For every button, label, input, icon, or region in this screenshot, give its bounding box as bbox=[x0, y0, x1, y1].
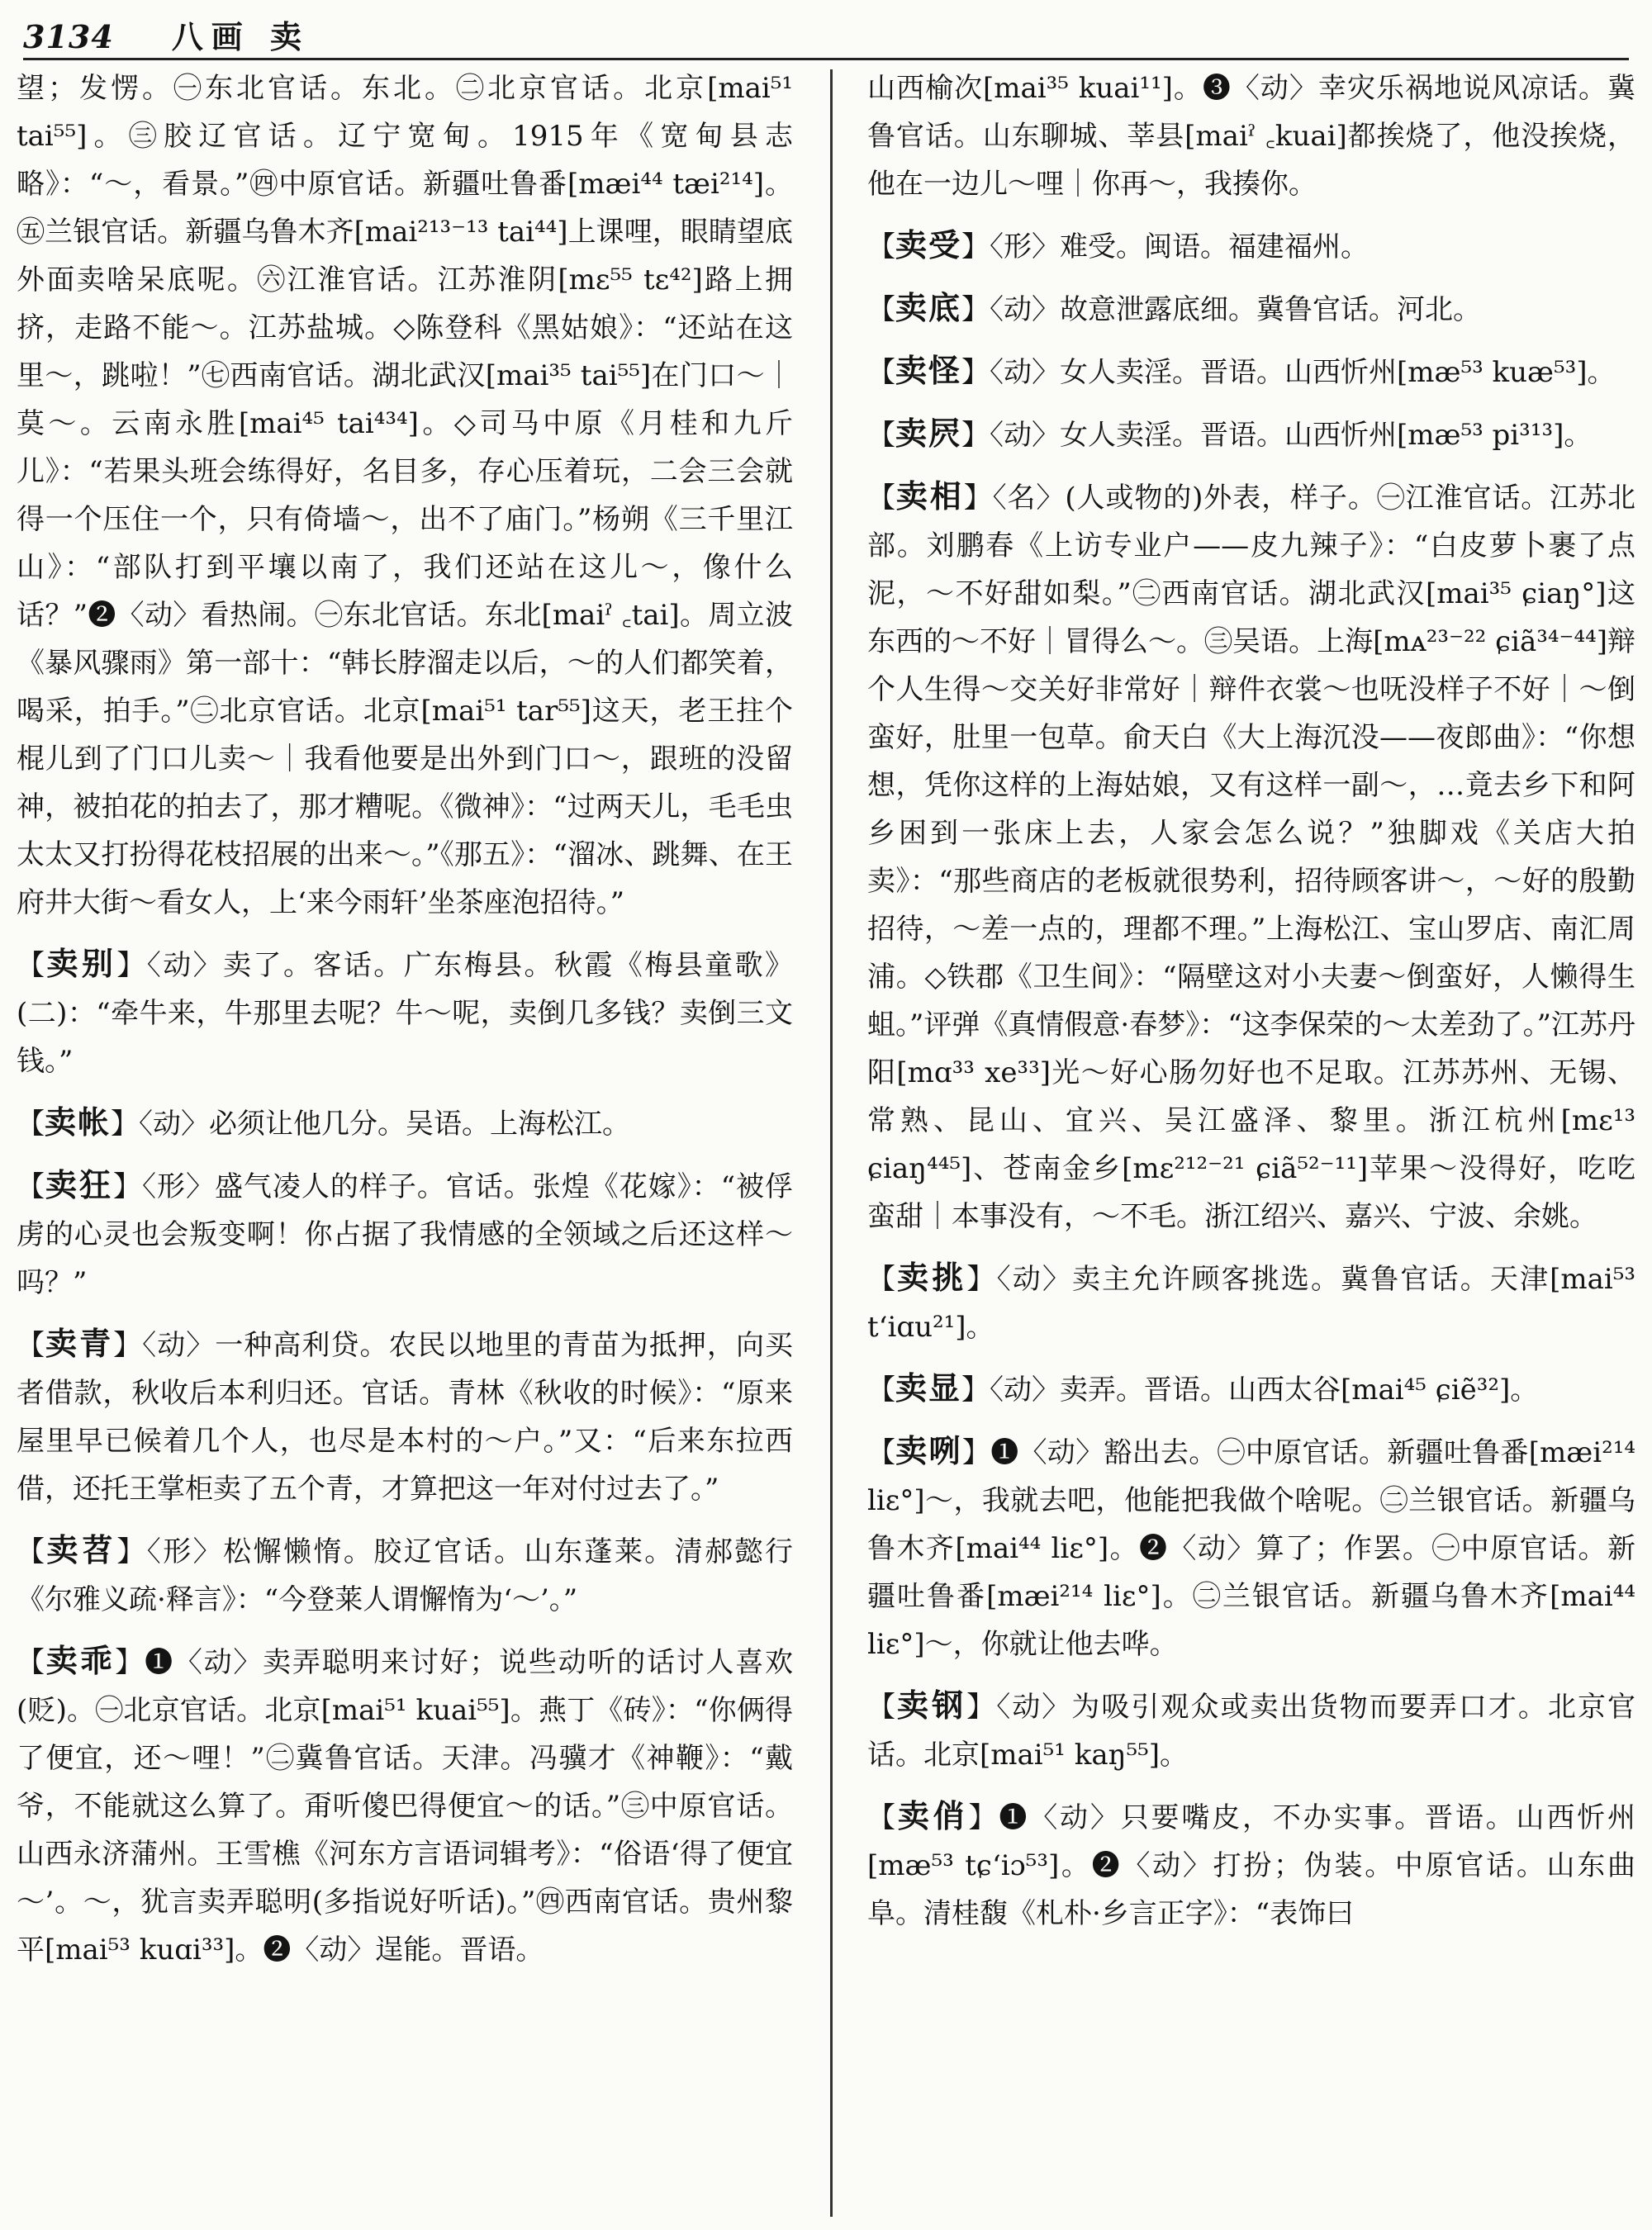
entry-definition: 〈动〉卖弄。晋语。山西太谷[mai⁴⁵ ɕiẽ³²]。 bbox=[990, 1374, 1539, 1407]
column-divider bbox=[830, 69, 833, 2217]
entry-definition: 〈动〉卖主允许顾客挑选。冀鲁官话。天津[mai⁵³ t‘iɑu²¹]。 bbox=[867, 1263, 1635, 1344]
entry-headword: 卖底 bbox=[895, 289, 962, 326]
entry-headword: 卖青 bbox=[45, 1325, 114, 1362]
entry-continuation: 山西榆次[mai³⁵ kuai¹¹]。❸〈动〉幸灾乐祸地说风凉话。冀鲁官话。山东聊城、莘县[maiˀ ꜀kuai]都挨烧了，他没挨烧，他在一边儿～哩｜你再～，我揍你。 bbox=[867, 72, 1635, 201]
dictionary-entry: 【卖受】〈形〉难受。闽语。福建福州。 bbox=[867, 226, 1370, 263]
dictionary-entry: 【卖屄】〈动〉女人卖淫。晋语。山西忻州[mæ⁵³ pi³¹³]。 bbox=[867, 415, 1593, 452]
dictionary-entry: 【卖俏】❶〈动〉只要嘴皮，不办实事。晋语。山西忻州[mæ⁵³ tɕ‘iɔ⁵³]。❷〈动〉打扮；伪装。中原官话。山东曲阜。清桂馥《札朴·乡言正字》：“表饰曰 bbox=[867, 1797, 1635, 1930]
dictionary-entry: 【卖帐】〈动〉必须让他几分。吴语。上海松江。 bbox=[17, 1103, 631, 1141]
entry-headword: 卖帐 bbox=[45, 1103, 112, 1141]
entry-continuation: 望；发愣。㊀东北官话。东北。㊁北京官话。北京[mai⁵¹ tai⁵⁵]。㊂胶辽官话。辽宁宽甸。1915年《宽甸县志略》：“～，看景。”㊃中原官话。新疆吐鲁番[mæi⁴⁴ tæi²¹⁴]。㊄兰银官话。新疆乌鲁木齐[mai²¹³⁻¹³ tai⁴⁴]上课哩，眼睛望底外面卖啥呆底呢。㊅江淮官话。江苏淮阴[mɛ⁵⁵ tɛ⁴²]路上拥挤，走路不能～。江苏盐城。◇陈登科《黑姑娘》：“还站在这里～，跳啦！”㊆西南官话。湖北武汉[mai³⁵ tai⁵⁵]在门口～｜莫～。云南永胜[mai⁴⁵ tai⁴³⁴]。◇司马中原《月桂和九斤儿》：“若果头班会练得好，名目多，存心压着玩，二会三会就得一个压住一个，只有倚墙～，出不了庙门。”杨朔《三千里江山》：“部队打到平壤以南了，我们还站在这儿～，像什么话？”❷〈动〉看热闹。㊀东北官话。东北[maiˀ ꜀tai]。周立波《暴风骤雨》第一部十：“韩长脖溜走以后，～的人们都笑着，喝采，拍手。”㊁北京官话。北京[mai⁵¹ tar⁵⁵]这天，老王拄个棍儿到了门口儿卖～｜我看他要是出外到门口～，跟班的没留神，被拍花的拍去了，那才糟呢。《微神》：“过两天儿，毛毛虫太太又打扮得花枝招展的出来～。”《那五》：“溜冰、跳舞、在王府井大街～看女人，上‘来今雨轩’坐茶座泡招待。” bbox=[17, 72, 793, 919]
entry-definition: ❶〈动〉豁出去。㊀中原官话。新疆吐鲁番[mæi²¹⁴ liɛ°]～，我就去吧，他能把我做个啥呢。㊁兰银官话。新疆乌鲁木齐[mai⁴⁴ liɛ°]。❷〈动〉算了；作罢。㊀中原官话。新疆吐鲁番[mæi²¹⁴ liɛ°]。㊁兰银官话。新疆乌鲁木齐[mai⁴⁴ liɛ°]～，你就让他去哗。 bbox=[867, 1436, 1635, 1661]
entry-headword: 卖钢 bbox=[897, 1687, 967, 1724]
dictionary-entry: 【卖狂】〈形〉盛气凌人的样子。官话。张煌《花嫁》：“被俘虏的心灵也会叛变啊！你占据了我情感的全领域之后还这样～吗？” bbox=[17, 1166, 793, 1299]
dictionary-entry: 【卖怪】〈动〉女人卖淫。晋语。山西忻州[mæ⁵³ kuæ⁵³]。 bbox=[867, 352, 1616, 389]
entry-definition: 〈形〉难受。闽语。福建福州。 bbox=[990, 230, 1370, 263]
entry-definition: 〈动〉卖了。客话。广东梅县。秋霞《梅县童歌》(二)：“牵牛来，牛那里去呢？牛～呢，卖倒几多钱？卖倒三文钱。” bbox=[17, 949, 793, 1078]
page-header bbox=[23, 12, 1629, 60]
entry-definition: 〈动〉故意泄露底细。冀鲁官话。河北。 bbox=[990, 293, 1482, 326]
dictionary-entry: 【卖乖】❶〈动〉卖弄聪明来讨好；说些动听的话讨人喜欢(贬)。㊀北京官话。北京[mai⁵¹ kuai⁵⁵]。燕丁《砖》：“你俩得了便宜，还～哩！”㊁冀鲁官话。天津。冯骥才《神鞭》：“戴爷，不能就这么算了。甭听傻巴得便宜～的话。”㊂中原官话。山西永济蒲州。王雪樵《河东方言语词辑考》：“俗语‘得了便宜～’。～，犹言卖弄聪明(多指说好听话)。”㊃西南官话。贵州黎平[mai⁵³ kuɑi³³]。❷〈动〉逞能。晋语。 bbox=[17, 1642, 793, 1967]
left-column bbox=[17, 64, 793, 2220]
entry-headword: 卖显 bbox=[895, 1369, 962, 1407]
dictionary-entry: 【卖别】〈动〉卖了。客话。广东梅县。秋霞《梅县童歌》(二)：“牵牛来，牛那里去呢？牛～呢，卖倒几多钱？卖倒三文钱。” bbox=[17, 945, 793, 1078]
entry-headword: 卖相 bbox=[895, 477, 964, 515]
entry-definition: 〈动〉必须让他几分。吴语。上海松江。 bbox=[139, 1108, 631, 1141]
dictionary-entry: 【卖底】〈动〉故意泄露底细。冀鲁官话。河北。 bbox=[867, 289, 1482, 326]
entry-headword: 卖怪 bbox=[895, 352, 962, 389]
dictionary-entry: 【卖相】〈名〉(人或物的)外表，样子。㊀江淮官话。江苏北部。刘鹏春《上访专业户——皮九辣子》：“白皮萝卜裹了点泥，～不好甜如梨。”㊁西南官话。湖北武汉[mai³⁵ ɕiaŋ°]这东西的～不好｜冒得么～。㊂吴语。上海[mᴀ²³⁻²² ɕiã³⁴⁻⁴⁴]辩个人生得～交关好非常好｜辩件衣裳～也呒没样子不好｜～倒蛮好，肚里一包草。俞天白《大上海沉没——夜郎曲》：“你想想，凭你这样的上海姑娘，又有这样一副～，…竟去乡下和阿乡困到一张床上去，人家会怎么说？”独脚戏《关店大拍卖》：“那些商店的老板就很势利，招待顾客讲～，～好的殷勤招待，～差一点的，理都不理。”上海松江、宝山罗店、南汇周浦。◇铁郡《卫生间》：“隔壁这对小夫妻～倒蛮好，人懒得生蛆。”评弹《真情假意·春梦》：“这李保荣的～太差劲了。”江苏丹阳[mɑ³³ xe³³]光～好心肠勿好也不足取。江苏苏州、无锡、常熟、昆山、宜兴、吴江盛泽、黎里。浙江杭州[mɛ¹³ ɕiaŋ⁴⁴⁵]、苍南金乡[mɛ²¹²⁻²¹ ɕiã⁵²⁻¹¹]苹果～没得好，吃吃蛮甜｜本事没有，～不毛。浙江绍兴、嘉兴、宁波、余姚。 bbox=[867, 477, 1635, 1233]
dictionary-entry: 【卖咧】❶〈动〉豁出去。㊀中原官话。新疆吐鲁番[mæi²¹⁴ liɛ°]～，我就去吧，他能把我做个啥呢。㊁兰银官话。新疆乌鲁木齐[mai⁴⁴ liɛ°]。❷〈动〉算了；作罢。㊀中原官话。新疆吐鲁番[mæi²¹⁴ liɛ°]。㊁兰银官话。新疆乌鲁木齐[mai⁴⁴ liɛ°]～，你就让他去哗。 bbox=[867, 1432, 1635, 1661]
right-column bbox=[867, 64, 1635, 2220]
page-number: 3134 bbox=[23, 18, 114, 55]
entry-headword: 卖苕 bbox=[46, 1531, 117, 1568]
dictionary-entry: 【卖显】〈动〉卖弄。晋语。山西太谷[mai⁴⁵ ɕiẽ³²]。 bbox=[867, 1369, 1539, 1407]
entry-headword: 卖别 bbox=[46, 945, 117, 982]
entry-definition: 〈形〉盛气凌人的样子。官话。张煌《花嫁》：“被俘虏的心灵也会叛变啊！你占据了我情感的全领域之后还这样～吗？” bbox=[17, 1170, 793, 1299]
entry-definition: 〈名〉(人或物的)外表，样子。㊀江淮官话。江苏北部。刘鹏春《上访专业户——皮九辣子》：“白皮萝卜裹了点泥，～不好甜如梨。”㊁西南官话。湖北武汉[mai³⁵ ɕiaŋ°]这东西的～不好｜冒得么～。㊂吴语。上海[mᴀ²³⁻²² ɕiã³⁴⁻⁴⁴]辩个人生得～交关好非常好｜辩件衣裳～也呒没样子不好｜～倒蛮好，肚里一包草。俞天白《大上海沉没——夜郎曲》：“你想想，凭你这样的上海姑娘，又有这样一副～，…竟去乡下和阿乡困到一张床上去，人家会怎么说？”独脚戏《关店大拍卖》：“那些商店的老板就很势利，招待顾客讲～，～好的殷勤招待，～差一点的，理都不理。”上海松江、宝山罗店、南汇周浦。◇铁郡《卫生间》：“隔壁这对小夫妻～倒蛮好，人懒得生蛆。”评弹《真情假意·春梦》：“这李保荣的～太差劲了。”江苏丹阳[mɑ³³ xe³³]光～好心肠勿好也不足取。江苏苏州、无锡、常熟、昆山、宜兴、吴江盛泽、黎里。浙江杭州[mɛ¹³ ɕiaŋ⁴⁴⁵]、苍南金乡[mɛ²¹²⁻²¹ ɕiã⁵²⁻¹¹]苹果～没得好，吃吃蛮甜｜本事没有，～不毛。浙江绍兴、嘉兴、宁波、余姚。 bbox=[867, 482, 1635, 1233]
entry-headword: 卖咧 bbox=[895, 1432, 962, 1469]
entry-headword: 卖屄 bbox=[895, 415, 962, 452]
entry-headword: 卖挑 bbox=[897, 1259, 967, 1296]
dictionary-entry: 【卖钢】〈动〉为吸引观众或卖出货物而要弄口才。北京官话。北京[mai⁵¹ kaŋ⁵⁵]。 bbox=[867, 1687, 1635, 1772]
entry-definition: 〈动〉一种高利贷。农民以地里的青苗为抵押，向买者借款，秋收后本利归还。官话。青林《秋收的时候》：“原来屋里早已候着几个人，也尽是本村的～户。”又：“后来东拉西借，还托王掌柜卖了五个青，才算把这一年对付过去了。” bbox=[17, 1329, 793, 1506]
entry-headword: 卖俏 bbox=[897, 1797, 969, 1834]
dictionary-entry: 【卖挑】〈动〉卖主允许顾客挑选。冀鲁官话。天津[mai⁵³ t‘iɑu²¹]。 bbox=[867, 1259, 1635, 1344]
entry-definition: 〈形〉松懈懒惰。胶辽官话。山东蓬莱。清郝懿行《尔雅义疏·释言》：“今登莱人谓懈惰为‘～’。” bbox=[17, 1535, 793, 1616]
dictionary-entry: 【卖青】〈动〉一种高利贷。农民以地里的青苗为抵押，向买者借款，秋收后本利归还。官话。青林《秋收的时候》：“原来屋里早已候着几个人，也尽是本村的～户。”又：“后来东拉西借，还托王掌柜卖了五个青，才算把这一年对付过去了。” bbox=[17, 1325, 793, 1506]
entry-definition: ❶〈动〉只要嘴皮，不办实事。晋语。山西忻州[mæ⁵³ tɕ‘iɔ⁵³]。❷〈动〉打扮；伪装。中原官话。山东曲阜。清桂馥《札朴·乡言正字》：“表饰曰 bbox=[867, 1801, 1635, 1930]
entry-definition: 〈动〉女人卖淫。晋语。山西忻州[mæ⁵³ pi³¹³]。 bbox=[990, 419, 1593, 452]
entry-headword: 卖狂 bbox=[45, 1166, 113, 1203]
running-head: 八画 卖 bbox=[171, 18, 310, 55]
entry-definition: 〈动〉为吸引观众或卖出货物而要弄口才。北京官话。北京[mai⁵¹ kaŋ⁵⁵]。 bbox=[867, 1691, 1635, 1772]
dictionary-entry: 【卖苕】〈形〉松懈懒惰。胶辽官话。山东蓬莱。清郝懿行《尔雅义疏·释言》：“今登莱人谓懈惰为‘～’。” bbox=[17, 1531, 793, 1616]
entry-definition: 〈动〉女人卖淫。晋语。山西忻州[mæ⁵³ kuæ⁵³]。 bbox=[990, 356, 1616, 389]
entry-headword: 卖受 bbox=[895, 226, 962, 263]
entry-headword: 卖乖 bbox=[45, 1642, 116, 1679]
entry-definition: ❶〈动〉卖弄聪明来讨好；说些动听的话讨人喜欢(贬)。㊀北京官话。北京[mai⁵¹ kuai⁵⁵]。燕丁《砖》：“你俩得了便宜，还～哩！”㊁冀鲁官话。天津。冯骥才《神鞭》：“戴爷，不能就这么算了。甭听傻巴得便宜～的话。”㊂中原官话。山西永济蒲州。王雪樵《河东方言语词辑考》：“俗语‘得了便宜～’。～，犹言卖弄聪明(多指说好听话)。”㊃西南官话。贵州黎平[mai⁵³ kuɑi³³]。❷〈动〉逞能。晋语。 bbox=[17, 1646, 793, 1967]
